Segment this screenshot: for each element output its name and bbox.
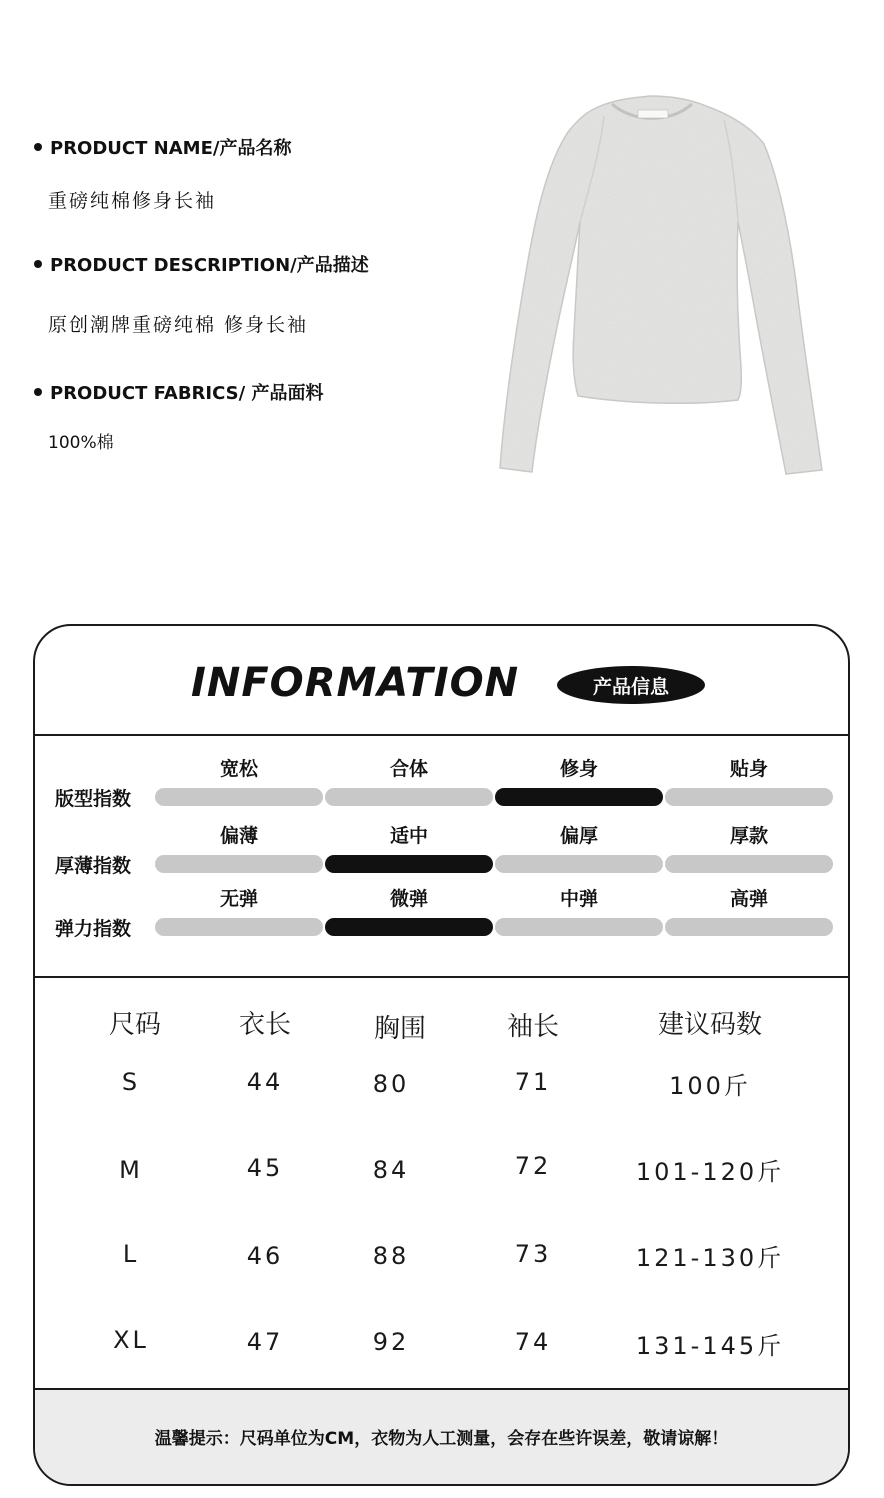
product-description-value: 原创潮牌重磅纯棉 修身长袖 [48,314,309,336]
thickness-bar-medium [325,855,493,873]
measurement-note-text: 温馨提示：尺码单位为CM，衣物为人工测量，会存在些许误差，敬请谅解！ [154,1429,729,1449]
size-header: 尺码 [108,1010,161,1040]
thickness-bar-thickish [495,855,663,873]
information-header [35,626,848,736]
fit-bar-loose [155,788,323,806]
bullet-icon [34,143,42,151]
sleeve-header: 袖长 [506,1012,559,1042]
fit-index-row: 版型指数 宽松 合体 修身 贴身 [35,754,848,820]
chest-header: 胸围 [373,1014,426,1044]
divider [35,734,848,736]
product-fabrics-value: 100%棉 [48,433,114,453]
thickness-bar-thick [665,855,833,873]
product-description-heading: PRODUCT DESCRIPTION/产品描述 [34,251,369,277]
information-title: INFORMATION [191,660,520,706]
bullet-icon [34,388,42,396]
stretch-index-label: 弹力指数 [55,918,132,940]
fit-index-label: 版型指数 [55,788,132,810]
product-info-badge: 产品信息 [557,666,705,704]
stretch-bar-none [155,918,323,936]
product-name-heading: PRODUCT NAME/产品名称 [34,134,291,160]
thickness-bar-thin [155,855,323,873]
stretch-index-row: 弹力指数 无弹 微弹 中弹 高弹 [35,884,848,950]
recommended-weight-header: 建议码数 [657,1010,762,1040]
measurement-note [35,1388,848,1486]
product-name-value: 重磅纯棉修身长袖 [48,190,217,212]
product-fabrics-heading: PRODUCT FABRICS/ 产品面料 [34,379,323,405]
long-sleeve-shirt-image [492,92,828,480]
information-card [33,624,850,1486]
fit-bar-tight [665,788,833,806]
bullet-icon [34,260,42,268]
thickness-index-row: 厚薄指数 偏薄 适中 偏厚 厚款 [35,821,848,887]
fit-bar-slim [495,788,663,806]
stretch-bar-medium [495,918,663,936]
length-header: 衣长 [238,1010,291,1040]
thickness-index-label: 厚薄指数 [55,855,132,877]
stretch-bar-slight [325,918,493,936]
fit-bar-regular [325,788,493,806]
size-table: 尺码 衣长 胸围 袖长 建议码数 S 44 80 71 100斤 M 45 84 72 101-120斤 L 46 88 73 121-130斤 XL 47 92 74 131-145斤 [35,976,848,1386]
product-info-section [0,0,884,600]
stretch-bar-high [665,918,833,936]
